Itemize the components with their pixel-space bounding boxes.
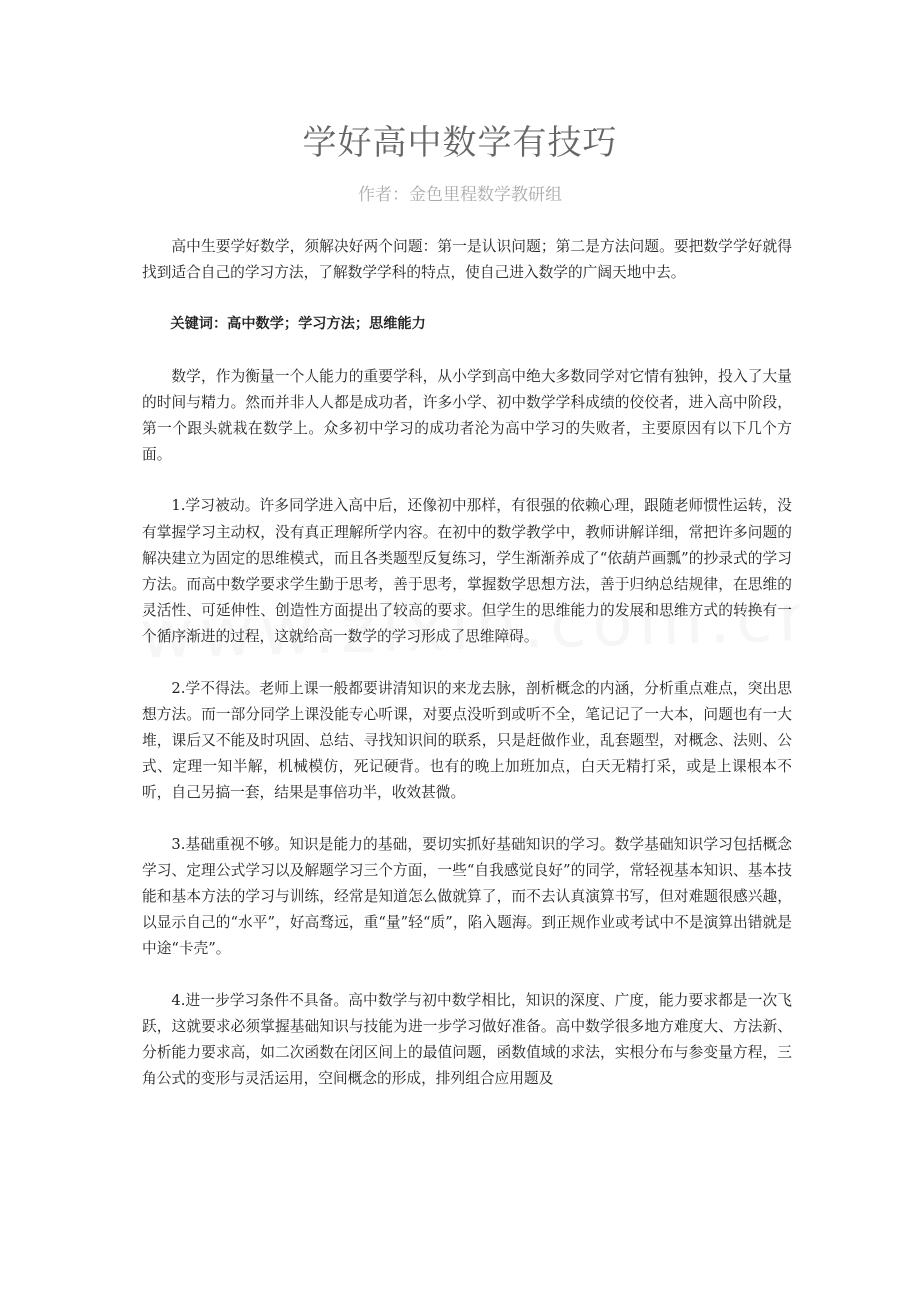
document-body (142, 234, 792, 1117)
document-title: 学好高中数学有技巧 (302, 123, 618, 163)
body-paragraph: 1.学习被动。许多同学进入高中后，还像初中那样，有很强的依赖心理，跟随老师惯性运转，没有掌握学习主动权，没有真正理解所学内容。在初中的数学教学中，教师讲解详细，常把许多问题的解决建立为固定的思维模式，而且各类题型反复练习，学生渐渐养成了“依葫芦画瓢”的抄录式的学习方法。而高中数学要求学生勤于思考，善于思考，掌握数学思想方法，善于归纳总结规律，在思维的灵活性、可延伸性、创造性方面提出了较高的要求。但学生的思维能力的发展和思维方式的转换有一个循序渐进的过程，这就给高一数学的学习形成了思维障碍。 (142, 497, 792, 646)
body-paragraph: 数学，作为衡量一个人能力的重要学科，从小学到高中绝大多数同学对它情有独钟，投入了大量的时间与精力。然而并非人人都是成功者，许多小学、初中数学学科成绩的佼佼者，进入高中阶段，第一个跟头就栽在数学上。众多初中学习的成功者沦为高中学习的失败者，主要原因有以下几个方面。 (142, 367, 792, 464)
body-paragraph: 3.基础重视不够。知识是能力的基础，要切实抓好基础知识的学习。数学基础知识学习包括概念学习、定理公式学习以及解题学习三个方面，一些“自我感觉良好”的同学，常轻视基本知识、基本技能和基本方法的学习与训练，经常是知道怎么做就算了，而不去认真演算书写，但对难题很感兴趣，以显示自己的“水平”，好高骛远，重“量”轻“质”，陷入题海。到正规作业或考试中不是演算出错就是中途“卡壳”。 (142, 835, 792, 958)
intro-paragraph: 高中生要学好数学，须解决好两个问题：第一是认识问题；第二是方法问题。要把数学学好就得找到适合自己的学习方法，了解数学学科的特点，使自己进入数学的广阔天地中去。 (142, 238, 792, 282)
document-author: 作者：金色里程数学教研组 (358, 185, 562, 205)
body-paragraph: 4.进一步学习条件不具备。高中数学与初中数学相比，知识的深度、广度，能力要求都是一次飞跃，这就要求必须掌握基础知识与技能为进一步学习做好准备。高中数学很多地方难度大、方法新、分析能力要求高，如二次函数在闭区间上的最值问题，函数值域的求法，实根分布与参变量方程，三角公式的变形与灵活运用，空间概念的形成，排列组合应用题及 (142, 991, 792, 1088)
keywords-line: 关键词：高中数学；学习方法；思维能力 (170, 316, 426, 333)
body-paragraph: 2.学不得法。老师上课一般都要讲清知识的来龙去脉，剖析概念的内涵，分析重点难点，突出思想方法。而一部分同学上课没能专心听课，对要点没听到或听不全，笔记记了一大本，问题也有一大堆，课后又不能及时巩固、总结、寻找知识间的联系，只是赶做作业，乱套题型，对概念、法则、公式、定理一知半解，机械模仿，死记硬背。也有的晚上加班加点，白天无精打采，或是上课根本不听，自己另搞一套，结果是事倍功半，收效甚微。 (142, 679, 792, 802)
